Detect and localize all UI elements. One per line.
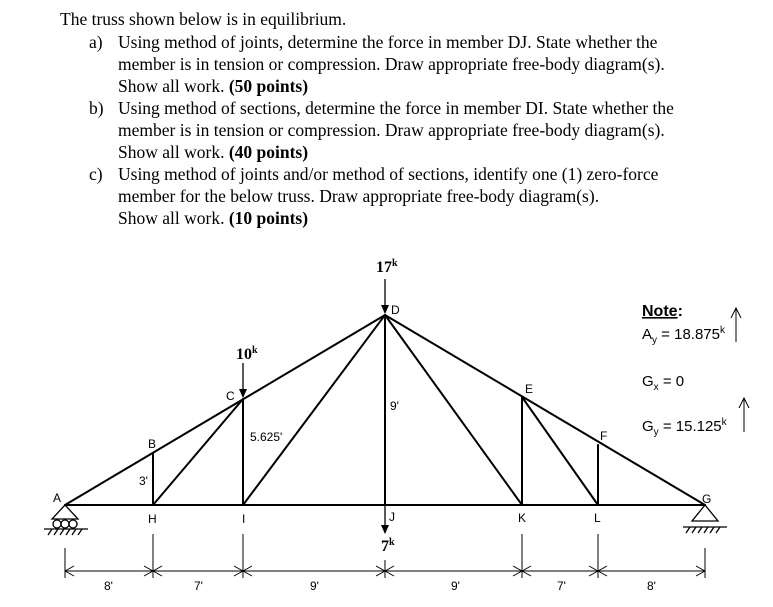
load-label-D — [376, 258, 398, 276]
pin-support-G — [683, 505, 727, 533]
member-EL — [522, 397, 598, 505]
reaction-Gy-symbol: G — [642, 418, 654, 435]
part-a-line-1: Using method of joints, determine the force in member DJ. State whether the — [118, 32, 658, 52]
reaction-Gy-value: = 15.125 — [658, 418, 722, 435]
reaction-Gy-sub: y — [653, 427, 659, 438]
part-b-points: (40 points) — [228, 142, 309, 162]
reaction-Gx-sub: x — [653, 382, 659, 393]
part-c-line-2: member for the below truss. Draw appropriate free-body diagram(s). — [118, 186, 600, 206]
joint-label-C: C — [226, 389, 235, 403]
joint-label-E: E — [525, 382, 534, 396]
load-unit-D: k — [392, 258, 398, 269]
load-label-C — [236, 345, 258, 363]
reaction-Ay-symbol: A — [642, 326, 653, 343]
load-value-C: 10 — [236, 346, 252, 363]
joint-label-K: K — [518, 511, 527, 525]
height-label-C: 5.625' — [250, 430, 283, 444]
span-label-JK: 9' — [451, 579, 460, 593]
note-title-colon: : — [677, 303, 683, 320]
member-AD-top-chord — [65, 315, 385, 505]
part-c-show-work: Show all work. — [118, 208, 229, 228]
reaction-Gx-symbol: G — [642, 373, 654, 390]
part-b-line-2: member is in tension or compression. Draw appropriate free-body diagram(s). — [118, 120, 665, 140]
reaction-Gx — [642, 373, 684, 393]
span-label-KL: 7' — [557, 579, 566, 593]
load-unit-C: k — [252, 345, 258, 356]
note-title-text: Note — [642, 303, 678, 320]
height-label-B: 3' — [139, 474, 148, 488]
part-c-marker: c) — [89, 164, 103, 184]
joint-label-A: A — [53, 491, 62, 505]
joint-label-B: B — [148, 437, 157, 451]
part-b-show-work: Show all work. — [118, 142, 229, 162]
member-BI — [153, 399, 243, 505]
part-a-show-work: Show all work. — [118, 76, 229, 96]
load-value-J: 7 — [381, 538, 389, 555]
joint-label-G: G — [702, 492, 712, 506]
reaction-Gx-value: = 0 — [658, 373, 685, 390]
part-a-line-2: member is in tension or compression. Draw appropriate free-body diagram(s). — [118, 54, 665, 74]
span-label-AH: 8' — [104, 579, 113, 593]
span-label-IJ: 9' — [310, 579, 319, 593]
joint-label-F: F — [600, 429, 608, 443]
reaction-Ay-unit: k — [720, 325, 725, 336]
load-label-J — [381, 537, 395, 555]
part-b-marker: b) — [89, 98, 104, 118]
part-c-line-1: Using method of joints and/or method of sections, identify one (1) zero-force — [118, 164, 659, 184]
note-title — [642, 303, 683, 320]
truss-members — [65, 315, 705, 505]
joint-label-D: D — [391, 303, 400, 317]
reaction-Ay — [642, 325, 726, 346]
problem-intro: The truss shown below is in equilibrium. — [60, 9, 347, 29]
reaction-Ay-value: = 18.875 — [657, 326, 720, 343]
joint-label-L: L — [594, 511, 601, 525]
part-a-points: (50 points) — [228, 76, 309, 96]
joint-label-H: H — [148, 512, 157, 526]
member-DI — [243, 315, 385, 505]
span-label-HI: 7' — [194, 579, 203, 593]
span-label-LG: 8' — [647, 579, 656, 593]
part-a-marker: a) — [89, 32, 103, 52]
load-value-D: 17 — [376, 259, 392, 276]
load-unit-J: k — [389, 537, 395, 548]
part-b-line-1: Using method of sections, determine the force in member DI. State whether the — [118, 98, 674, 118]
reaction-Ay-sub: y — [652, 335, 658, 346]
part-c-points: (10 points) — [228, 208, 309, 228]
reaction-Gy — [642, 417, 728, 438]
pin-support-A — [44, 505, 88, 535]
joint-label-J: J — [389, 510, 395, 524]
reaction-Gy-unit: k — [721, 417, 727, 428]
member-DK — [385, 315, 522, 505]
height-label-D: 9' — [390, 399, 399, 413]
joint-label-I: I — [242, 512, 246, 526]
